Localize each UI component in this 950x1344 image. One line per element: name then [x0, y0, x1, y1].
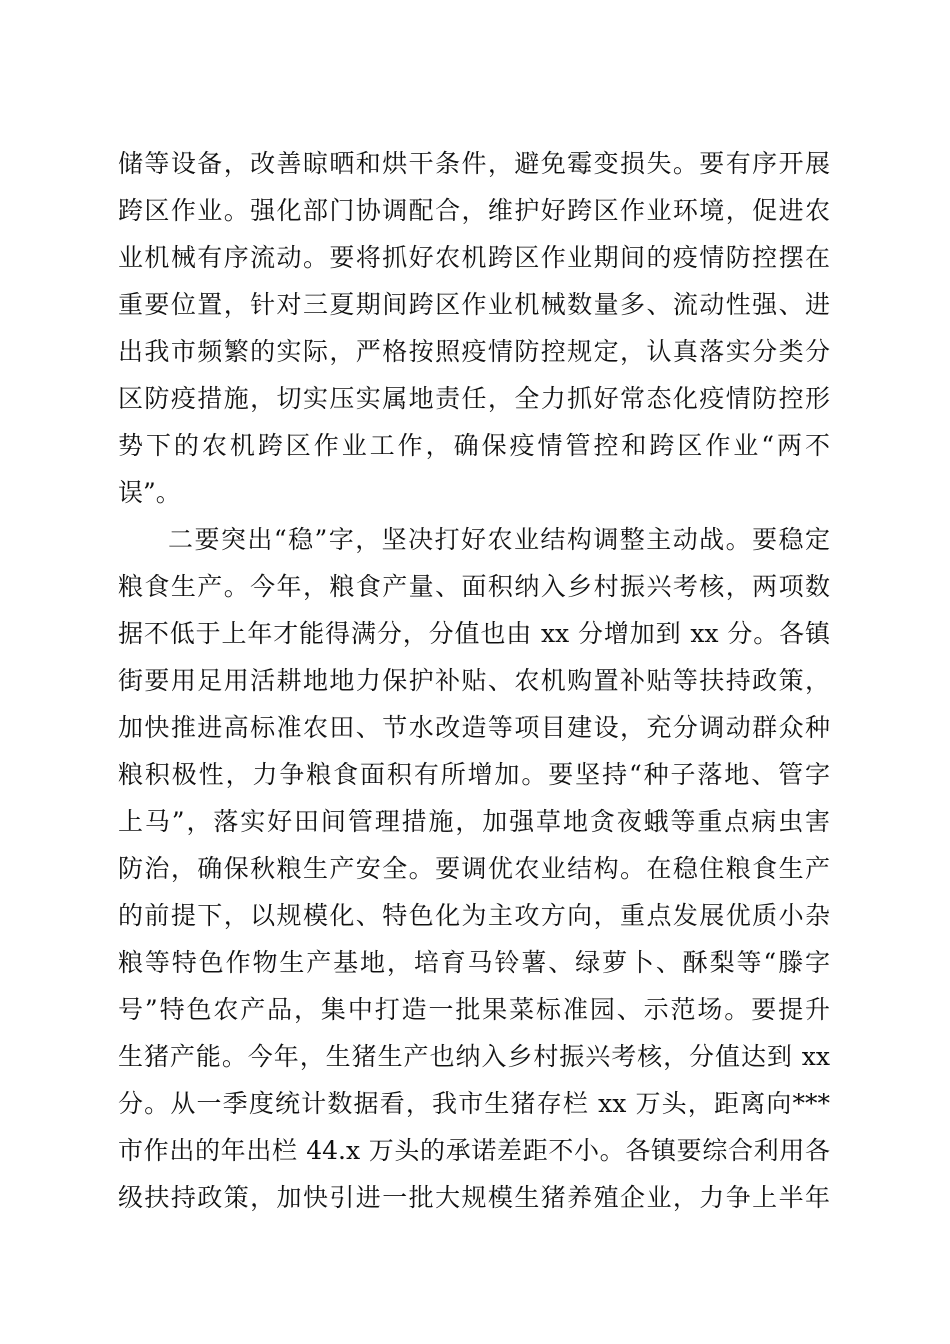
text-line: 重要位置，针对三夏期间跨区作业机械数量多、流动性强、进	[118, 290, 830, 319]
text-line: 粮积极性，力争粮食面积有所增加。要坚持“种子落地、管字	[118, 760, 830, 789]
document-body	[118, 140, 830, 1221]
text-line: 的前提下，以规模化、特色化为主攻方向，重点发展优质小杂	[118, 901, 830, 930]
text-line: 加快推进高标准农田、节水改造等项目建设，充分调动群众种	[118, 713, 830, 742]
text-line: 分。从一季度统计数据看，我市生猪存栏 xx 万头，距离向***	[118, 1089, 830, 1118]
text-line: 级扶持政策，加快引进一批大规模生猪养殖企业，力争上半年	[118, 1183, 830, 1212]
text-line: 业机械有序流动。要将抓好农机跨区作业期间的疫情防控摆在	[118, 243, 830, 272]
text-line: 粮等特色作物生产基地，培育马铃薯、绿萝卜、酥梨等“滕字	[118, 948, 830, 977]
text-line: 跨区作业。强化部门协调配合，维护好跨区作业环境，促进农	[118, 196, 830, 225]
text-line: 据不低于上年才能得满分，分值也由 xx 分增加到 xx 分。各镇	[118, 619, 830, 648]
text-line: 出我市频繁的实际，严格按照疫情防控规定，认真落实分类分	[118, 337, 830, 366]
paragraph-start-line: 二要突出“稳”字，坚决打好农业结构调整主动战。要稳定	[168, 525, 830, 554]
text-line: 市作出的年出栏 44.x 万头的承诺差距不小。各镇要综合利用各	[118, 1136, 830, 1165]
text-line: 上马”，落实好田间管理措施，加强草地贪夜蛾等重点病虫害	[118, 807, 830, 836]
text-line: 生猪产能。今年，生猪生产也纳入乡村振兴考核，分值达到 xx	[118, 1042, 830, 1071]
text-line: 号”特色农产品，集中打造一批果菜标准园、示范场。要提升	[118, 995, 830, 1024]
text-line: 街要用足用活耕地地力保护补贴、农机购置补贴等扶持政策，	[118, 666, 830, 695]
text-line: 区防疫措施，切实压实属地责任，全力抓好常态化疫情防控形	[118, 384, 830, 413]
text-line: 误”。	[118, 478, 181, 507]
text-line: 势下的农机跨区作业工作，确保疫情管控和跨区作业“两不	[118, 431, 830, 460]
text-line: 储等设备，改善晾晒和烘干条件，避免霉变损失。要有序开展	[118, 149, 830, 178]
text-line: 防治，确保秋粮生产安全。要调优农业结构。在稳住粮食生产	[118, 854, 830, 883]
text-line: 粮食生产。今年，粮食产量、面积纳入乡村振兴考核，两项数	[118, 572, 830, 601]
